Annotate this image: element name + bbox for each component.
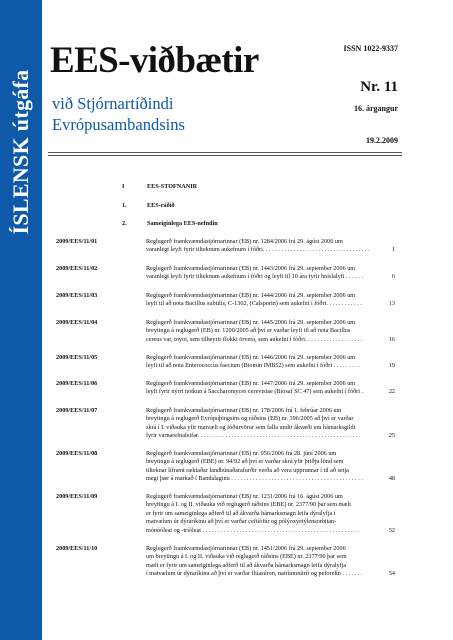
section-label: EES-STOFNANIR	[147, 183, 198, 190]
entry-page: 52	[388, 526, 395, 534]
sidebar-edition-label: ÍSLENSK útgáfa	[8, 69, 33, 235]
entry-page: 6	[391, 273, 395, 281]
entry-text-line: varanlegt leyfi fyrir tilteknum aukefnum í fóðri og leyfi til 10 ára fyrir hníslalyfi . . . . . .	[146, 273, 364, 281]
entry-text-line: breytingu á reglugerð Evrópuþingsins og ráðsins (EB) nr. 396/2005 að því er varðar	[146, 415, 354, 423]
section-label: Sameiginlega EES-nefndin	[147, 220, 218, 227]
entry-page: 54	[388, 570, 395, 578]
entry-text-line: Reglugerð framkvæmdastjórnarinnar (EB) nr. 1451/2006 frá 29. september 2006	[146, 545, 346, 552]
entry-code: 2009/EES/11/04	[56, 319, 98, 326]
entry-page: 25	[388, 432, 395, 440]
entry-page: 16	[388, 335, 395, 343]
entry-code: 2009/EES/11/05	[56, 354, 98, 361]
entry-page: 1	[391, 246, 395, 254]
entry-text-line: Reglugerð framkvæmdastjórnarinnar (EB) nr. 1443/2006 frá 29. september 2006 um	[146, 265, 356, 272]
issue-date: 19.2.2009	[366, 136, 398, 145]
entry-text-line: megi þær á markað í Bandalaginu . . . . . . . . . . . . . . . . . . . . . . . . . . . . . . . . . . . . . . . . . . .	[146, 475, 363, 483]
entry-text-line: breytingu á reglugerð (EB) nr. 1200/2005 að því er varðar leyfi til að nota Bacillus	[146, 327, 351, 335]
entry-code: 2009/EES/11/08	[56, 450, 98, 457]
entry-text-line: skrá í I. viðauka yfir matvæli og fóðurvörur sem falla undir ákvæði um hámarksgildi	[146, 423, 356, 431]
section-label: EES-ráðið	[147, 202, 175, 209]
entry-code: 2009/EES/11/10	[56, 545, 98, 552]
entry-code: 2009/EES/11/07	[56, 407, 98, 414]
entry-text-line: leyfi til að nota Enterococcus faecium (Biomin IMB52) sem aukefni í fóðri . . . . . . . . .	[146, 362, 360, 370]
section-number: I	[122, 183, 125, 190]
entry-text-line: leyfi til að nota Bacillus subtilis, C-1302, (Calsporin) sem aukefni í fóðri. . . . . . . . . . . .	[146, 300, 362, 308]
section-number: 2.	[122, 220, 127, 227]
sidebar-band	[0, 0, 42, 640]
header-divider-top	[48, 152, 402, 153]
entry-text-line: breytingu á I. og II. viðauka við reglugerð ráðsins (EBE) nr. 2377/90 þar sem mælt	[146, 501, 352, 509]
entry-text-line: Reglugerð framkvæmdastjórnarinnar (EB) nr. 1446/2006 frá 29. september 2006 um	[146, 354, 356, 361]
subtitle-line-1: við Stjórnartíðindi	[52, 94, 174, 113]
entry-text-line: um breytingu á I. og II. viðauka við reglugerð ráðsins (EBE) nr. 2377/90 þar sem	[146, 553, 347, 561]
entry-text-line: Reglugerð framkvæmdastjórnarinnar (EB) nr. 178/2006 frá 1. febrúar 2006 um	[146, 407, 342, 414]
entry-text-line: varanlegt leyfi fyrir tilteknum aukefnum í fóðri. . . . . . . . . . . . . . . . . . . . . . . . . . . . . . . . . . .	[146, 246, 370, 254]
entry-code: 2009/EES/11/09	[56, 493, 98, 500]
entry-text-line: mælt er fyrir um sameiginlega aðferð til að ákvarða hámarksmagn leifa dýralyfja	[146, 561, 347, 569]
entry-code: 2009/EES/11/06	[56, 380, 98, 387]
entry-page: 22	[388, 388, 395, 396]
entry-text-line: mónóóleat og -tríóleat . . . . . . . . . . . . . . . . . . . . . . . . . . . . . . . . . . . . . . . . . . . . . . . . . . .	[146, 526, 359, 534]
section-number: 1.	[122, 202, 127, 209]
entry-text-line: Reglugerð framkvæmdastjórnarinnar (EB) nr. 1444/2006 frá 29. september 2006 um	[146, 292, 356, 299]
header-divider-bottom	[48, 155, 402, 156]
entry-text-line: leyfi fyrir nýrri notkun á Saccharomyces cerevisiae (Biosaf SC 47) sem aukefni í fóðri .	[146, 388, 364, 396]
entry-text-line: fyrir varnarefnaleifar. . . . . . . . . . . . . . . . . . . . . . . . . . . . . . . . . . . . . . . . . . . . . . . . . . . . .	[146, 432, 361, 440]
entry-page: 19	[388, 362, 395, 370]
entry-code: 2009/EES/11/03	[56, 292, 98, 299]
entry-code: 2009/EES/11/02	[56, 265, 98, 272]
entry-text-line: cereus var, toyoi, sem tilheyrir flokki örvera, sem aukefni í fóðri. . . . . . . . . . . . . . . . . . .	[146, 335, 363, 343]
volume-year: 16. árgangur	[354, 104, 398, 113]
entry-text-line: Reglugerð framkvæmdastjórnarinnar (EB) nr. 1231/2006 frá 16. ágúst 2006 um	[146, 493, 343, 500]
publication-title: EES-viðbætir	[50, 40, 259, 81]
entry-text-line: er fyrir um sameiginlega aðferð til að ákvarða hámarksmagn leifa dýralyfja í	[146, 509, 336, 517]
entry-text-line: Reglugerð framkvæmdastjórnarinnar (EB) nr. 1284/2006 frá 29. ágúst 2006 um	[146, 238, 343, 245]
issue-number: Nr. 11	[360, 79, 398, 95]
entry-page: 48	[388, 475, 395, 483]
entry-text-line: Reglugerð framkvæmdastjórnarinnar (EB) nr. 1447/2006 frá 29. september 2006 um	[146, 380, 356, 387]
entry-text-line: tilteknar lífrænt ræktaðar landbúnaðarafurðir verða að vera upprunnar í til að setja	[146, 466, 349, 474]
entry-text-line: breytingu á reglugerð (EBE) nr. 94/92 að því er varðar skrá yfir þriðju lönd sem	[146, 458, 344, 466]
entry-text-line: Reglugerð framkvæmdastjórnarinnar (EB) nr. 956/2006 frá 28. júní 2006 um	[146, 450, 337, 457]
subtitle-line-2: Evrópusambandsins	[52, 115, 185, 134]
entry-code: 2009/EES/11/01	[56, 238, 98, 245]
issn-label: ISSN 1022-9337	[343, 44, 398, 53]
entry-page: 13	[388, 300, 395, 308]
entry-text-line: matvælum úr dýraríkinu að því er varðar ceftíófúr og pólýoxýetýlensorbitan-	[146, 518, 337, 526]
entry-text-line: í matvælum úr dýraríkinu að því er varðar flúasúron, natríumnítrít og peforelín . . . . . . .	[146, 570, 363, 578]
entry-text-line: Reglugerð framkvæmdastjórnarinnar (EB) nr. 1445/2006 frá 29. september 2006 um	[146, 319, 356, 326]
publication-subtitle	[52, 93, 185, 135]
